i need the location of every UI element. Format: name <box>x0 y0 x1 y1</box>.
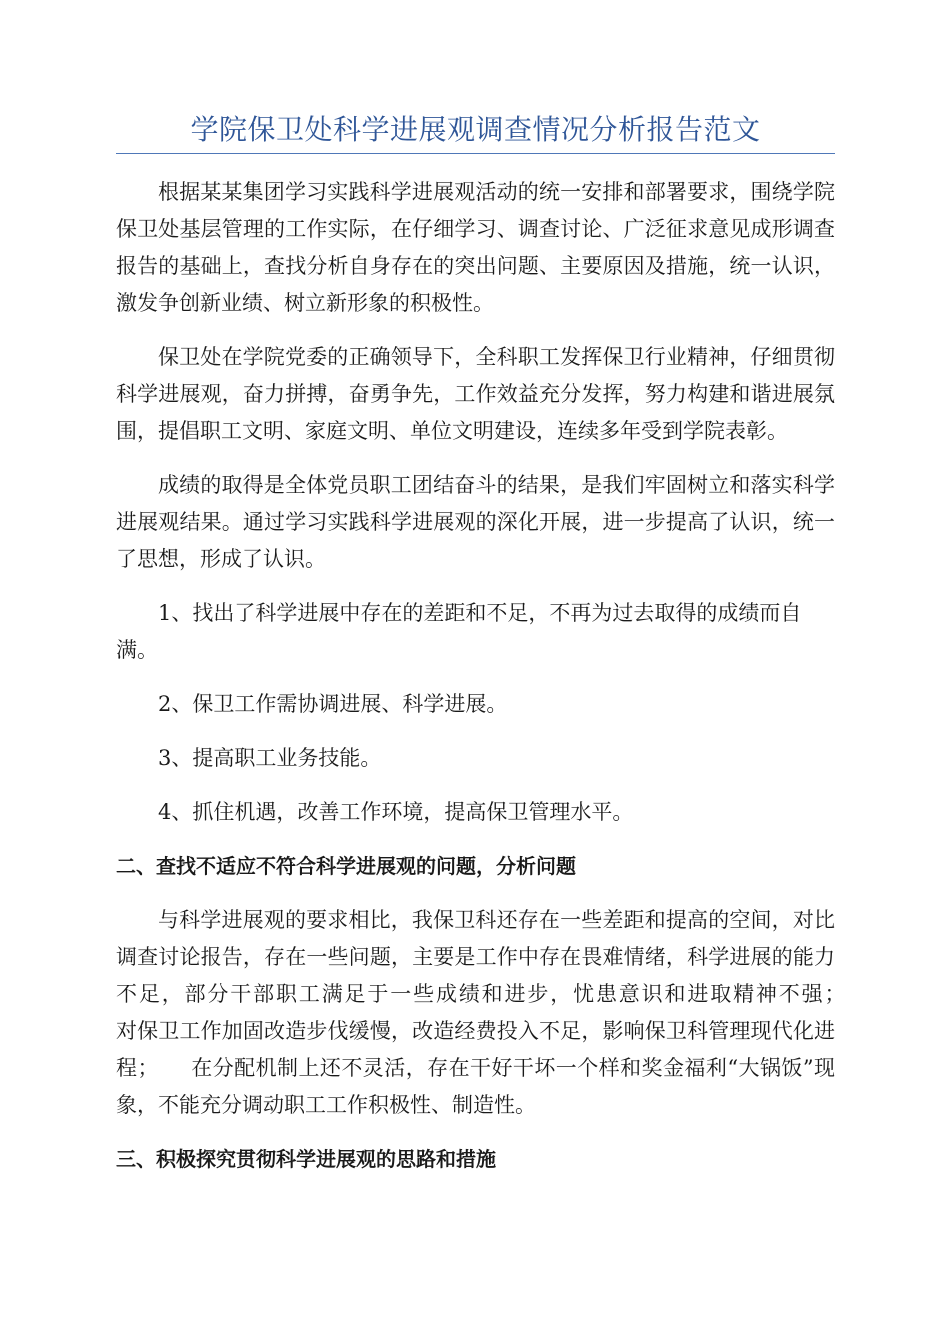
paragraph-achievements: 保卫处在学院党委的正确领导下，全科职工发挥保卫行业精神，仔细贯彻科学进展观，奋力拼搏，奋勇争先，工作效益充分发挥，努力构建和谐进展氛围，提倡职工文明、家庭文明、单位文明建设，连续多年受到学院表彰。 <box>116 345 835 443</box>
paragraph-intro: 根据某某集团学习实践科学进展观活动的统一安排和部署要求，围绕学院保卫处基层管理的工作实际，在仔细学习、调查讨论、广泛征求意见成形调查报告的基础上，查找分析自身存在的突出问题、主要原因及措施，统一认识，激发争创新业绩、树立新形象的积极性。 <box>116 180 835 315</box>
document-title: 学院保卫处科学进展观调查情况分析报告范文 <box>190 113 761 146</box>
document-body <box>116 174 877 1195</box>
section-heading-2: 二、查找不适应不符合科学进展观的问题，分析问题 <box>116 854 576 878</box>
section-heading-3: 三、积极探究贯彻科学进展观的思路和措施 <box>116 1147 496 1171</box>
list-item: 1、找出了科学进展中存在的差距和不足，不再为过去取得的成绩而自满。 <box>116 601 802 662</box>
paragraph-problems: 与科学进展观的要求相比，我保卫科还存在一些差距和提高的空间，对比调查讨论报告，存在一些问题，主要是工作中存在畏难情绪，科学进展的能力不足，部分干部职工满足于一些成绩和进步，忧患意识和进取精神不强； 对保卫工作加固改造步伐缓慢，改造经费投入不足，影响保卫科管理现代化进程； 在分配机制上还不灵活，存在干好干坏一个样和奖金福利“大锅饭”现象，不能充分调动职工工作积极性、制造性。 <box>116 908 877 1117</box>
list-item: 4、抓住机遇，改善工作环境，提高保卫管理水平。 <box>158 800 634 824</box>
title-underline <box>116 153 835 154</box>
list-item: 2、保卫工作需协调进展、科学进展。 <box>158 692 508 716</box>
paragraph-results: 成绩的取得是全体党员职工团结奋斗的结果，是我们牢固树立和落实科学进展观结果。通过学习实践科学进展观的深化开展，进一步提高了认识，统一了思想，形成了认识。 <box>116 473 835 571</box>
list-item: 3、提高职工业务技能。 <box>158 746 382 770</box>
